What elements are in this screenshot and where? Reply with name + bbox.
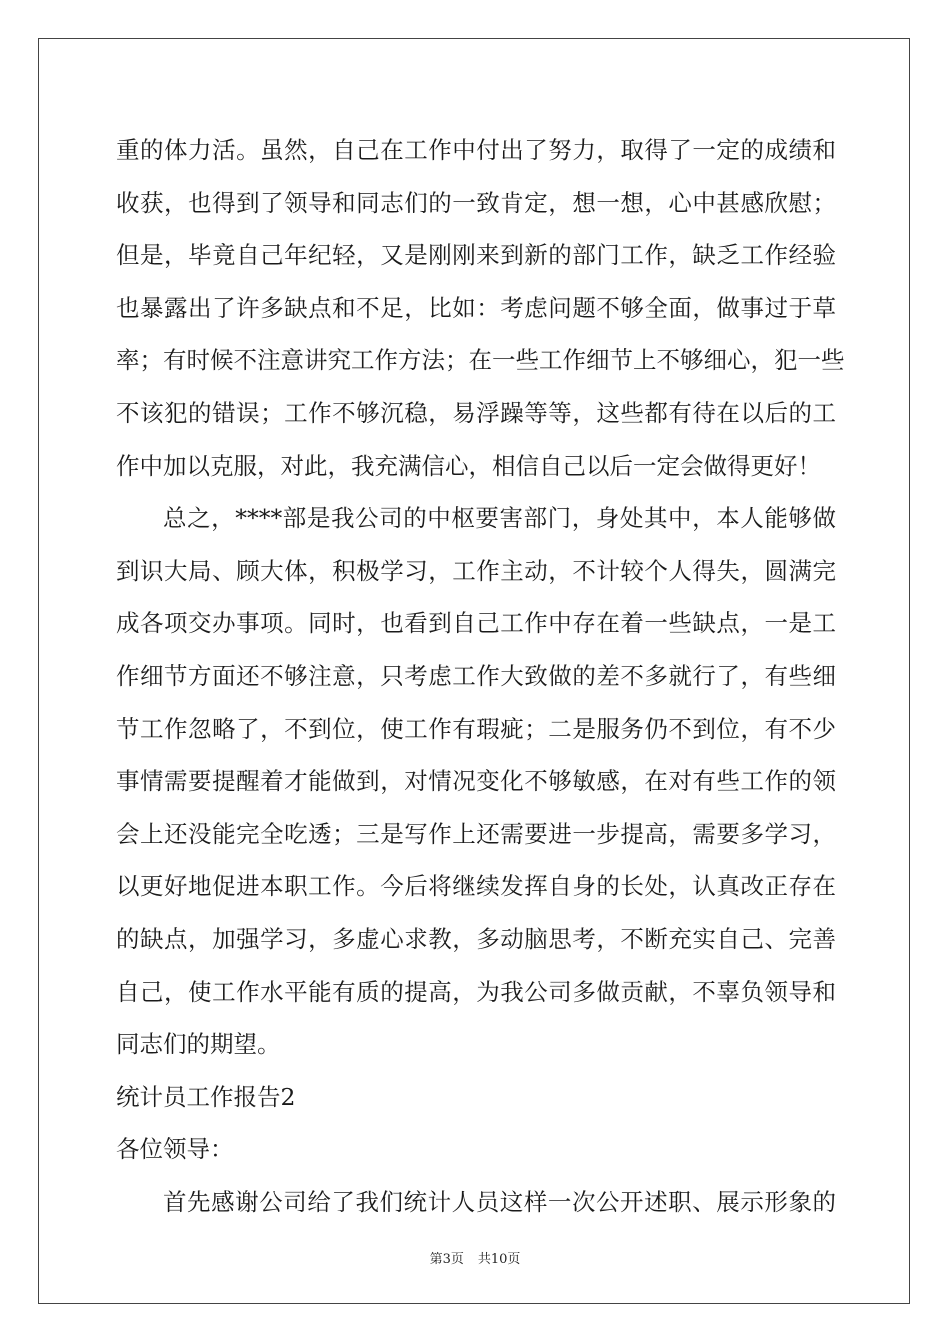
text-line: 会上还没能完全吃透；三是写作上还需要进一步提高，需要多学习， bbox=[116, 819, 836, 848]
text-line: 首先感谢公司给了我们统计人员这样一次公开述职、展示形象的 bbox=[163, 1187, 836, 1216]
text-line: 重的体力活。虽然，自己在工作中付出了努力，取得了一定的成绩和 bbox=[116, 136, 836, 164]
text-line: 成各项交办事项。同时，也看到自己工作中存在着一些缺点，一是工 bbox=[116, 609, 836, 638]
text-line: 节工作忽略了，不到位，使工作有瑕疵；二是服务仍不到位，有不少 bbox=[116, 714, 836, 743]
text-line: 也暴露出了许多缺点和不足，比如：考虑问题不够全面，做事过于草 bbox=[116, 293, 836, 322]
text-line: 总之，****部是我公司的中枢要害部门，身处其中，本人能够做 bbox=[163, 504, 836, 533]
text-line: 统计员工作报告2 bbox=[116, 1082, 296, 1111]
text-line: 不该犯的错误；工作不够沉稳，易浮躁等等，这些都有待在以后的工 bbox=[116, 398, 836, 427]
text-line: 但是，毕竟自己年纪轻，又是刚刚来到新的部门工作，缺乏工作经验 bbox=[116, 241, 836, 270]
page-total: 共10页 bbox=[477, 1252, 521, 1267]
text-line: 到识大局、顾大体，积极学习，工作主动，不计较个人得失，圆满完 bbox=[116, 556, 836, 585]
page-number: 第3页 bbox=[429, 1252, 464, 1267]
text-line: 作细节方面还不够注意，只考虑工作大致做的差不多就行了，有些细 bbox=[116, 661, 836, 690]
text-line: 作中加以克服，对此，我充满信心，相信自己以后一定会做得更好！ bbox=[116, 451, 821, 480]
text-line: 的缺点，加强学习，多虚心求教，多动脑思考，不断充实自己、完善 bbox=[116, 924, 836, 953]
page-footer bbox=[0, 1248, 950, 1267]
text-line: 事情需要提醒着才能做到，对情况变化不够敏感，在对有些工作的领 bbox=[116, 767, 836, 796]
text-line: 自己，使工作水平能有质的提高，为我公司多做贡献，不辜负领导和 bbox=[116, 977, 836, 1006]
text-line: 各位领导： bbox=[116, 1135, 234, 1164]
text-line: 同志们的期望。 bbox=[116, 1030, 281, 1059]
document-body bbox=[116, 124, 845, 1228]
text-line: 率；有时候不注意讲究工作方法；在一些工作细节上不够细心，犯一些 bbox=[116, 346, 845, 375]
text-line: 收获，也得到了领导和同志们的一致肯定，想一想，心中甚感欣慰； bbox=[116, 188, 836, 217]
text-line: 以更好地促进本职工作。今后将继续发挥自身的长处，认真改正存在 bbox=[116, 872, 836, 901]
